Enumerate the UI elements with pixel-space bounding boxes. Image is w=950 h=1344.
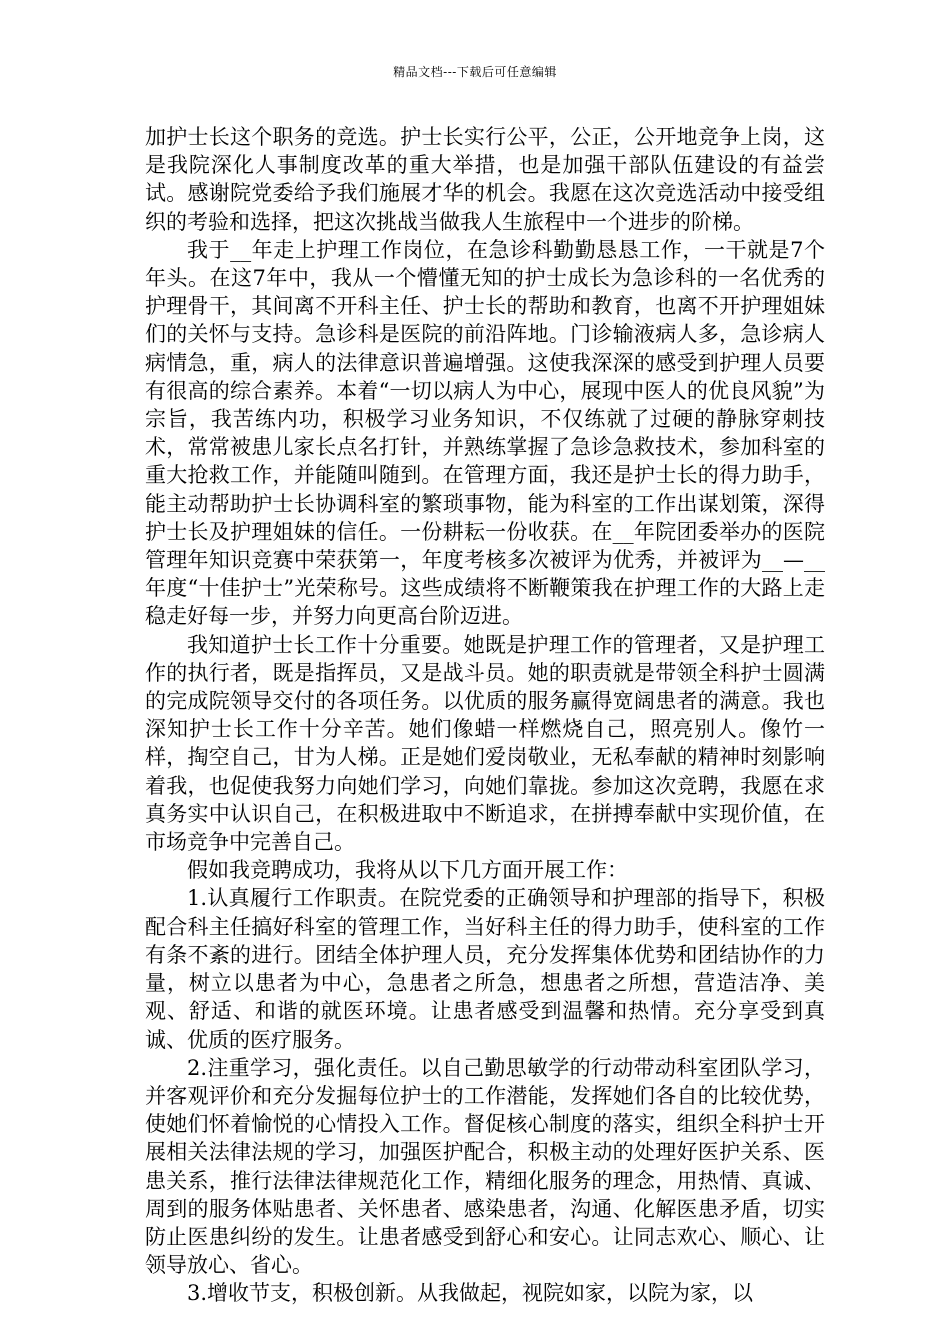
paragraph-work-experience: 我于__年走上护理工作岗位，在急诊科勤勤恳恳工作，一干就是7个年头。在这7年中，我从一个懵懂无知的护士成长为急诊科的一名优秀的护理骨干，其间离不开科主任、护士长的帮助和教育，也离不开护理姐妹们的关怀与支持。急诊科是医院的前沿阵地。门诊输液病人多，急诊病人病情急，重，病人的法律意识普遍增强。这使我深深的感受到护理人员要有很高的综合素养。本着“一切以病人为中心，展现中医人的优良风貌”为宗旨，我苦练内功，积极学习业务知识，不仅练就了过硬的静脉穿刺技术，常常被患儿家长点名打针，并熟练掌握了急诊急救技术，参加科室的重大抢救工作，并能随叫随到。在管理方面，我还是护士长的得力助手，能主动帮助护士长协调科室的繁琐事物，能为科室的工作出谋划策，深得护士长及护理姐妹的信任。一份耕耘一份收获。在__年院团委举办的医院管理年知识竞赛中荣获第一，年度考核多次被评为优秀，并被评为__—__年度“十佳护士”光荣称号。这些成绩将不断鞭策我在护理工作的大路上走稳走好每一步，并努力向更高台阶迈进。 [145,237,825,629]
paragraph-plan-intro: 假如我竞聘成功，我将从以下几方面开展工作： [187,858,628,883]
paragraph-plan-item-1: 1.认真履行工作职责。在院党委的正确领导和护理部的指导下，积极配合科主任搞好科室的管理工作，当好科主任的得力助手，使科室的工作有条不紊的进行。团结全体护理人员，充分发挥集体优势和团结协作的力量，树立以患者为中心，急患者之所急，想患者之所想，营造洁净、美观、舒适、和谐的就医环境。让患者感受到温馨和热情。充分享受到真诚、优质的医疗服务。 [145,886,825,1052]
paragraph-role-importance: 我知道护士长工作十分重要。她既是护理工作的管理者，又是护理工作的执行者，既是指挥员，又是战斗员。她的职责就是带领全科护士圆满的完成院领导交付的各项任务。以优质的服务赢得宽阔患者的满意。我也深知护士长工作十分辛苦。她们像蜡一样燃烧自己，照亮别人。像竹一样，掏空自己，甘为人梯。正是她们爱岗敬业，无私奉献的精神时刻影响着我，也促使我努力向她们学习，向她们靠拢。参加这次竞聘，我愿在求真务实中认识自己，在积极进取中不断追求，在拼搏奉献中实现价值，在市场竞争中完善自己。 [145,632,825,855]
page-header: 精品文档---下载后可任意编辑 [393,65,557,79]
paragraph-continuation: 加护士长这个职务的竞选。护士长实行公平，公正，公开地竞争上岗，这是我院深化人事制度改革的重大举措，也是加强干部队伍建设的有益尝试。感谢院党委给予我们施展才华的机会。我愿在这次竞选活动中接受组织的考验和选择，把这次挑战当做我人生旅程中一个进步的阶梯。 [145,125,825,234]
document-body [145,123,825,1308]
paragraph-plan-item-3: 3.增收节支，积极创新。从我做起，视院如家，以院为家，以 [187,1281,754,1306]
paragraph-plan-item-2: 2.注重学习，强化责任。以自己勤思敏学的行动带动科室团队学习，并客观评价和充分发掘每位护士的工作潜能，发挥她们各自的比较优势，使她们怀着愉悦的心情投入工作。督促核心制度的落实，组织全科护士开展相关法律法规的学习，加强医护配合，积极主动的处理好医护关系、医患关系，推行法律法律规范化工作，精细化服务的理念，用热情、真诚、周到的服务体贴患者、关怀患者、感染患者，沟通、化解医患矛盾，切实防止医患纠纷的发生。让患者感受到舒心和安心。让同志欢心、顺心、让领导放心、省心。 [145,1055,825,1278]
